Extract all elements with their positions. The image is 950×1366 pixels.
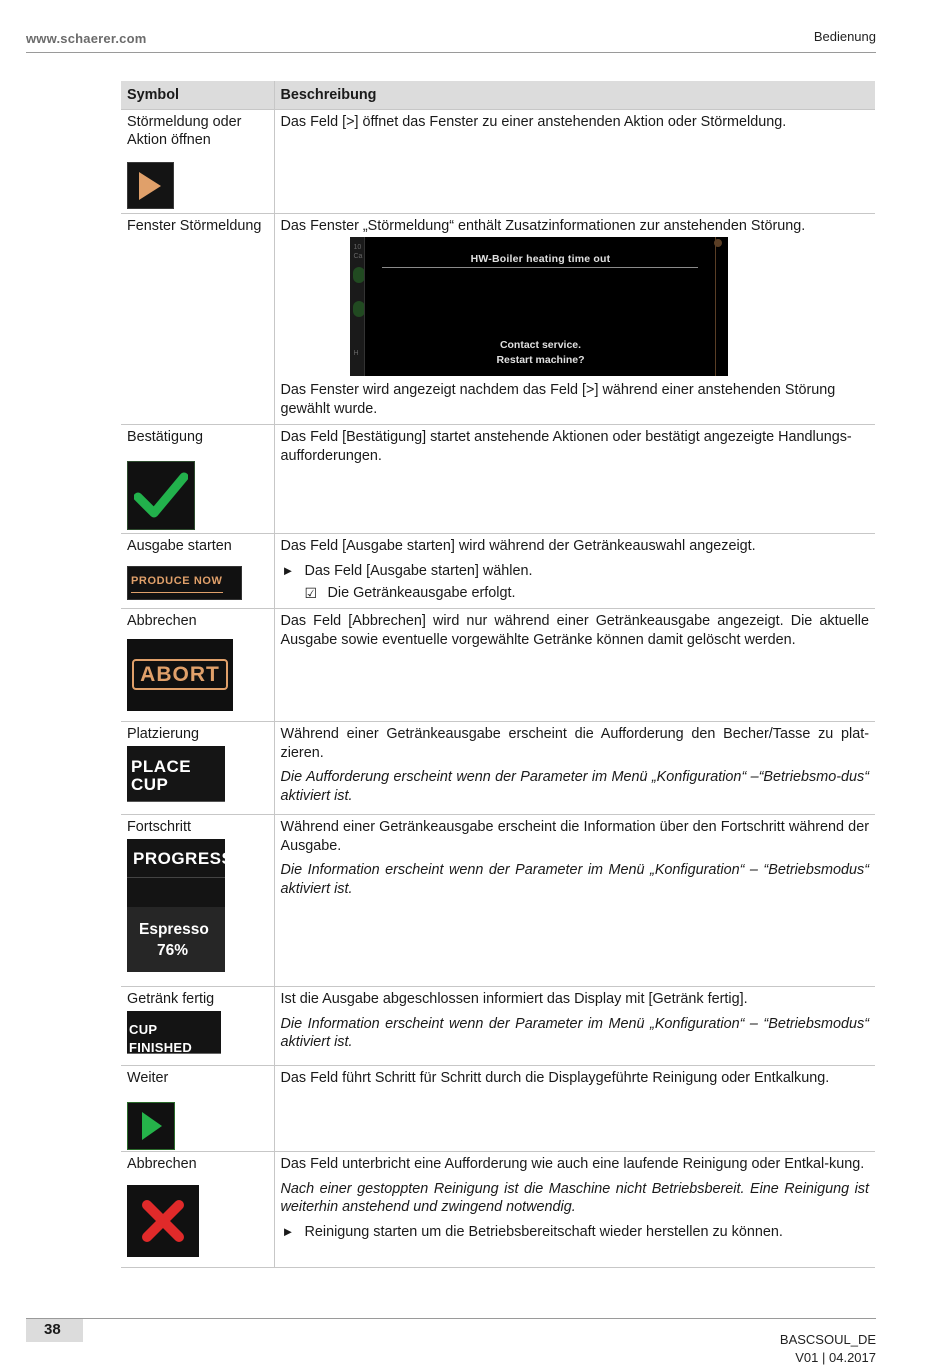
table-row: [121, 534, 875, 609]
document-id: [780, 1331, 876, 1366]
description-cell: [274, 213, 875, 425]
document-version: V01 | 04.2017: [795, 1350, 876, 1365]
progress-product: Espresso: [139, 920, 209, 938]
abort-label: ABORT: [132, 659, 228, 691]
indicator-icon: [714, 239, 722, 247]
produce-now-label: PRODUCE NOW: [131, 572, 223, 593]
table-row: [121, 609, 875, 722]
symbol-cell: [121, 1066, 274, 1152]
description-text: Ist die Ausgabe abgeschlossen informiert das Display mit [Getränk fertig].: [280, 991, 748, 1007]
checkmark-icon: [127, 461, 195, 530]
progress-value: 76%: [157, 941, 189, 959]
symbol-label: Ausgabe starten: [127, 538, 232, 554]
place-cup-image: PLACE CUP: [127, 746, 225, 802]
step-text: Reinigung starten um die Betriebsbereitschaft wieder herstellen zu können.: [304, 1223, 783, 1240]
description-cell: [274, 1066, 875, 1152]
symbol-cell: [121, 987, 274, 1066]
table-row: [121, 109, 875, 213]
description-cell: [274, 109, 875, 213]
description-text: Das Feld [Ausgabe starten] wird während der Getränkeauswahl angezeigt.: [280, 538, 756, 554]
action-step: [281, 562, 870, 581]
symbol-cell: [121, 109, 274, 213]
description-cell: [274, 534, 875, 609]
symbol-label: Getränk fertig: [127, 991, 215, 1007]
abort-button-image: [127, 639, 233, 711]
page-number: 38: [26, 1319, 83, 1342]
table-row: [121, 987, 875, 1066]
symbol-label: Weiter: [127, 1070, 169, 1086]
description-text: Das Fenster „Störmeldung“ enthält Zusatzinformationen zur anstehenden Störung.: [280, 217, 806, 234]
column-header-symbol: Symbol: [121, 81, 274, 109]
error-message-line: Contact service.: [499, 339, 582, 351]
symbol-cell: [121, 534, 274, 609]
progress-panel: [127, 907, 225, 972]
description-cell: [274, 987, 875, 1066]
symbol-cell: [121, 815, 274, 987]
symbol-cell: [121, 609, 274, 722]
step-arrow-icon: ►: [281, 562, 295, 578]
note-text: Nach einer gestoppten Reinigung ist die Maschine nicht Betriebsbereit. Eine Reinigung ist weiterhin anstehend und zwingend notwendig.: [280, 1180, 869, 1215]
description-cell: [274, 425, 875, 534]
symbol-label: Abbrechen: [127, 1156, 197, 1172]
symbol-label: Abbrechen: [127, 613, 197, 629]
description-text: Das Feld [>] öffnet das Fenster zu einer anstehenden Aktion oder Störmeldung.: [280, 113, 787, 130]
table-row: [121, 1152, 875, 1268]
progress-divider: [127, 877, 225, 878]
symbol-label: Fenster Störmeldung: [127, 217, 262, 234]
description-text: Das Feld führt Schritt für Schritt durch die Displaygeführte Reinigung oder Entkalkung.: [280, 1070, 830, 1086]
table-row: [121, 1066, 875, 1152]
table-row: [121, 722, 875, 815]
result-checkbox-icon: ☑: [304, 585, 318, 601]
description-text: Das Fenster wird angezeigt nachdem das Feld [>] während einer anstehenden Störung gewählt wurde.: [280, 382, 836, 417]
sidebar-text: Ca: [353, 253, 363, 260]
symbol-cell: [121, 722, 274, 815]
progress-image: [127, 839, 234, 972]
website-url: www.schaerer.com: [26, 31, 147, 46]
description-text: Das Feld [Abbrechen] wird nur während einer Getränkeausgabe angezeigt. Die aktuelle Ausgabe sowie eventuelle vorgewählte Getränke können damit gelöscht werden.: [280, 613, 869, 648]
table-header-row: [121, 81, 875, 109]
note-text: Die Information erscheint wenn der Parameter im Menü „Konfiguration“ – “Betriebsmodus“ aktiviert ist.: [280, 862, 869, 897]
play-icon: [127, 1102, 175, 1150]
progress-title: PROGRESS: [133, 848, 234, 868]
result-text: Die Getränkeausgabe erfolgt.: [327, 585, 516, 601]
table-row: [121, 425, 875, 534]
symbol-cell: [121, 213, 274, 425]
error-message-line: Restart machine?: [496, 354, 585, 366]
symbol-label: Störmeldung oder Aktion öffnen: [127, 113, 242, 148]
error-dialog: [364, 237, 716, 376]
symbol-cell: [121, 1152, 274, 1268]
chevron-right-icon: [127, 162, 174, 209]
table-row: [121, 815, 875, 987]
symbol-label: Bestätigung: [127, 429, 204, 445]
description-text: Während einer Getränkeausgabe erscheint die Information über den Fortschritt während der Ausgabe.: [280, 819, 869, 854]
description-cell: [274, 609, 875, 722]
document-code: BASCSOUL_DE: [779, 1332, 876, 1347]
sidebar-text: H: [353, 350, 359, 357]
description-cell: [274, 722, 875, 815]
symbol-table: [121, 81, 875, 1268]
description-cell: [274, 1152, 875, 1268]
step-text: Das Feld [Ausgabe starten] wählen.: [304, 562, 533, 579]
error-window-screenshot: [350, 237, 728, 376]
sidebar-text: 10: [353, 244, 362, 251]
screen-sidebar: [350, 237, 364, 376]
description-text: Während einer Getränkeausgabe erscheint die Aufforderung den Becher/Tasse zu plat-zieren.: [280, 726, 869, 761]
symbol-label: Fortschritt: [127, 819, 191, 835]
description-text: Das Feld [Bestätigung] startet anstehende Aktionen oder bestätigt angezeigte Handlungs-aufforderungen.: [280, 429, 852, 464]
cup-finished-image: CUP FINISHED: [127, 1011, 221, 1054]
column-header-description: Beschreibung: [274, 81, 875, 109]
note-text: Die Aufforderung erscheint wenn der Parameter im Menü „Konfiguration“ –“Betriebsmo-dus“ aktiviert ist.: [280, 769, 869, 804]
action-step: [281, 1223, 870, 1242]
error-message: [365, 338, 717, 368]
table-row: [121, 213, 875, 425]
footer-divider: [26, 1318, 876, 1319]
note-text: Die Information erscheint wenn der Parameter im Menü „Konfiguration“ – “Betriebsmodus“ aktiviert ist.: [280, 1015, 869, 1050]
produce-now-button-image: [127, 566, 242, 600]
red-x-icon: [127, 1185, 199, 1257]
error-title: HW-Boiler heating time out: [470, 253, 611, 265]
description-cell: [274, 815, 875, 987]
section-title: Bedienung: [813, 29, 876, 44]
title-divider: [382, 267, 698, 268]
step-arrow-icon: ►: [281, 1223, 295, 1239]
symbol-cell: [121, 425, 274, 534]
symbol-label: Platzierung: [127, 726, 199, 742]
action-result: [281, 584, 870, 603]
header-divider: [26, 52, 876, 53]
description-text: Das Feld unterbricht eine Aufforderung wie auch eine laufende Reinigung oder Entkal-kung.: [280, 1156, 865, 1172]
